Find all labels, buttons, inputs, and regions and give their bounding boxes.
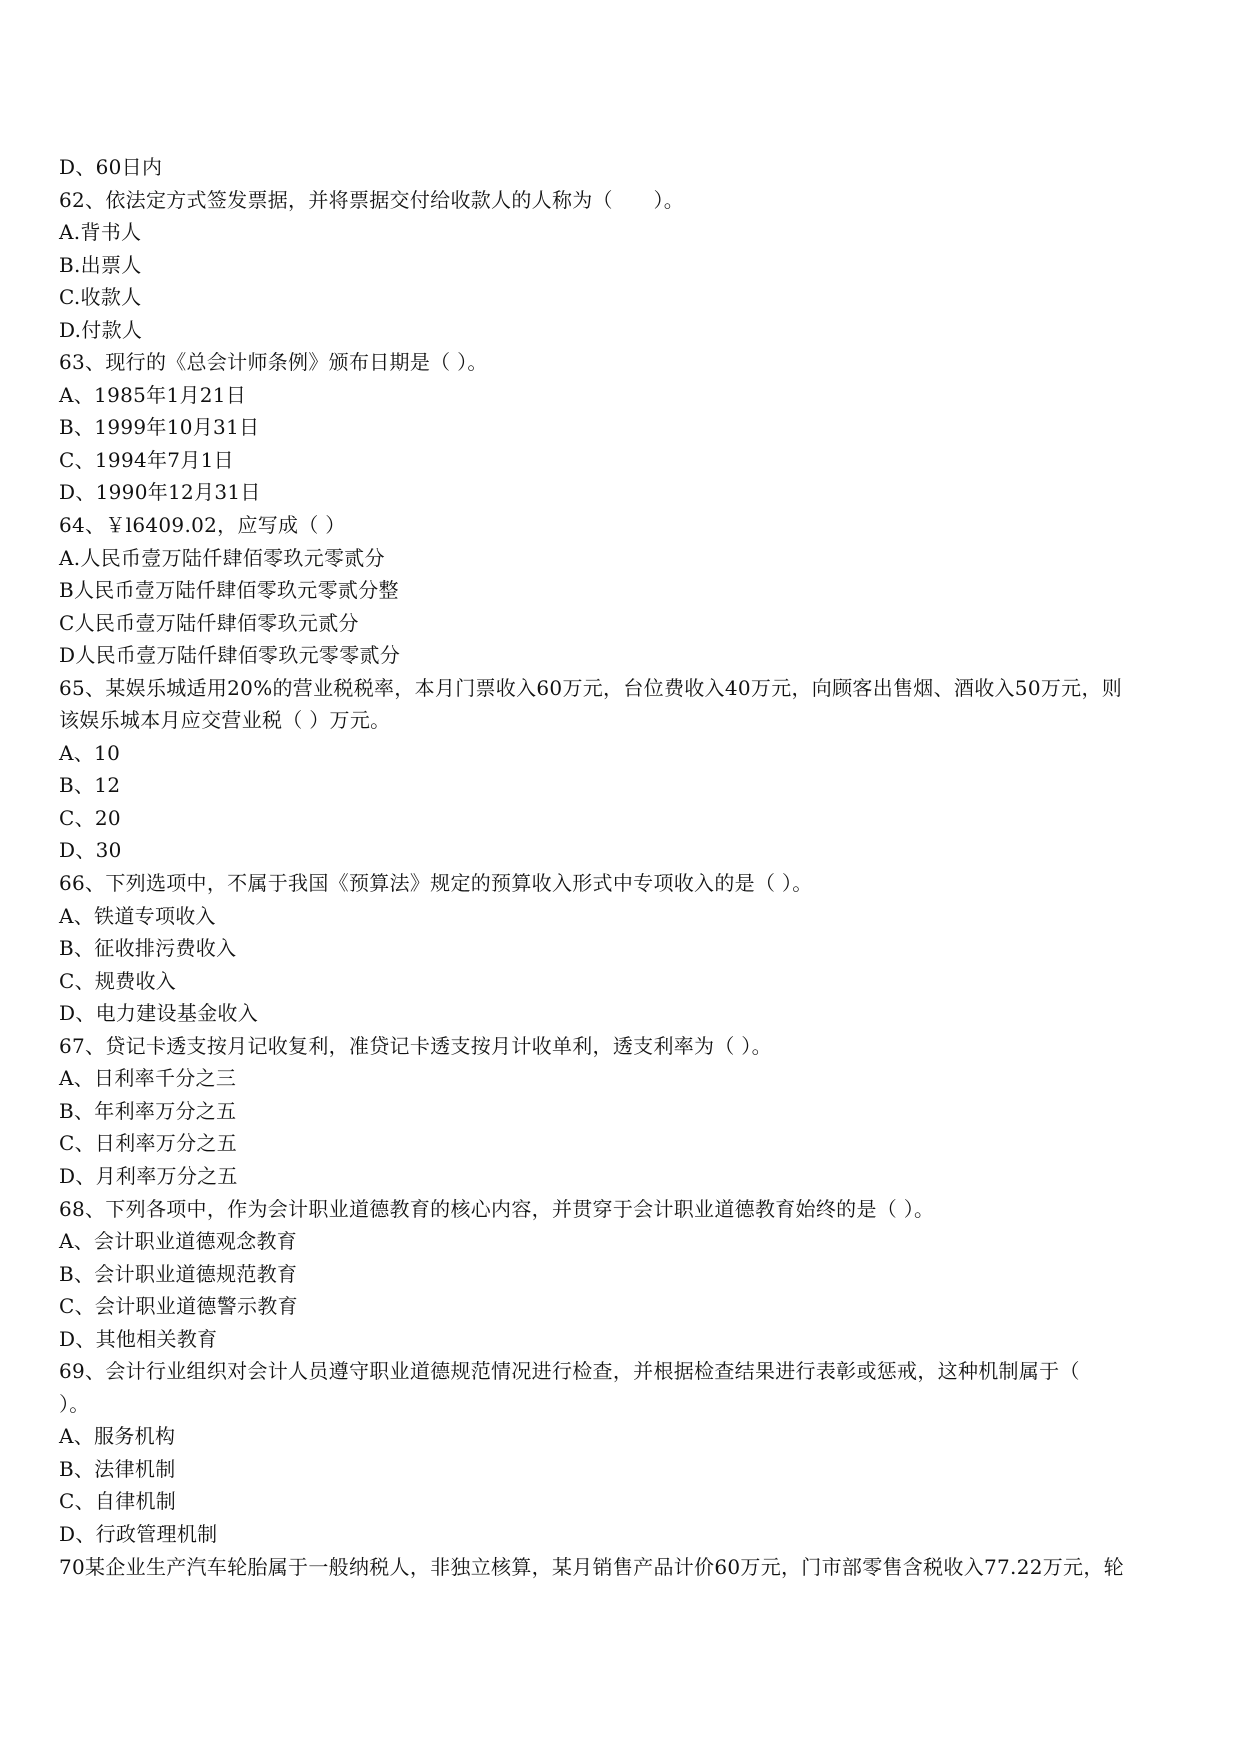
option-63-b: B、1999年10月31日	[59, 415, 260, 440]
option-69-a: A、服务机构	[59, 1424, 176, 1449]
option-64-d: D人民币壹万陆仟肆佰零玖元零零贰分	[59, 643, 401, 668]
option-63-c: C、1994年7月1日	[59, 447, 234, 472]
question-70: 70某企业生产汽车轮胎属于一般纳税人，非独立核算，某月销售产品计价60万元，门市部零售含税收入77.22万元，轮	[59, 1554, 1124, 1579]
document-body	[59, 151, 1179, 1583]
option-67-d: D、月利率万分之五	[59, 1163, 238, 1188]
question-62: 62、依法定方式签发票据，并将票据交付给收款人的人称为（ ）。	[59, 187, 685, 212]
option-60-d: D、60日内	[59, 155, 163, 179]
question-66: 66、下列选项中，不属于我国《预算法》规定的预算收入形式中专项收入的是（ ）。	[59, 871, 813, 896]
option-66-c: C、规费收入	[59, 968, 177, 993]
question-67: 67、贷记卡透支按月记收复利，准贷记卡透支按月计收单利，透支利率为（ ）。	[59, 1033, 772, 1058]
option-66-a: A、铁道专项收入	[59, 903, 216, 928]
option-68-c: C、会计职业道德警示教育	[59, 1294, 298, 1319]
option-62-b: B.出票人	[59, 252, 142, 277]
option-65-d: D、30	[59, 838, 122, 863]
option-64-c: C人民币壹万陆仟肆佰零玖元贰分	[59, 610, 359, 635]
option-65-a: A、10	[59, 740, 121, 765]
option-68-b: B、会计职业道德规范教育	[59, 1261, 298, 1286]
option-63-d: D、1990年12月31日	[59, 480, 261, 505]
question-64: 64、￥l6409.02，应写成（ ）	[59, 513, 346, 538]
option-62-d: D.付款人	[59, 317, 143, 342]
option-68-a: A、会计职业道德观念教育	[59, 1229, 298, 1254]
option-66-d: D、电力建设基金收入	[59, 1001, 259, 1026]
option-68-d: D、其他相关教育	[59, 1326, 218, 1351]
option-65-b: B、12	[59, 773, 121, 798]
question-69-cont: ）。	[59, 1391, 90, 1416]
question-63: 63、现行的《总会计师条例》颁布日期是（ ）。	[59, 350, 488, 375]
option-64-b: B人民币壹万陆仟肆佰零玖元零贰分整	[59, 578, 399, 603]
question-68: 68、下列各项中，作为会计职业道德教育的核心内容，并贯穿于会计职业道德教育始终的是（ ）。	[59, 1196, 935, 1221]
option-69-c: C、自律机制	[59, 1489, 177, 1514]
option-69-b: B、法律机制	[59, 1456, 176, 1481]
option-67-b: B、年利率万分之五	[59, 1098, 237, 1123]
option-63-a: A、1985年1月21日	[59, 382, 247, 407]
option-66-b: B、征收排污费收入	[59, 936, 237, 961]
option-69-d: D、行政管理机制	[59, 1521, 218, 1546]
question-65-cont: 该娱乐城本月应交营业税（ ）万元。	[59, 708, 391, 733]
option-65-c: C、20	[59, 805, 121, 830]
option-67-a: A、日利率千分之三	[59, 1066, 237, 1091]
option-62-c: C.收款人	[59, 285, 142, 310]
option-62-a: A.背书人	[59, 220, 142, 245]
option-67-c: C、日利率万分之五	[59, 1131, 238, 1156]
question-65: 65、某娱乐城适用20%的营业税税率，本月门票收入60万元，台位费收入40万元，向顾客出售烟、酒收入50万元，则	[59, 675, 1123, 700]
option-64-a: A.人民币壹万陆仟肆佰零玖元零贰分	[59, 545, 385, 570]
question-69: 69、会计行业组织对会计人员遵守职业道德规范情况进行检查，并根据检查结果进行表彰或惩戒，这种机制属于（	[59, 1359, 1080, 1384]
